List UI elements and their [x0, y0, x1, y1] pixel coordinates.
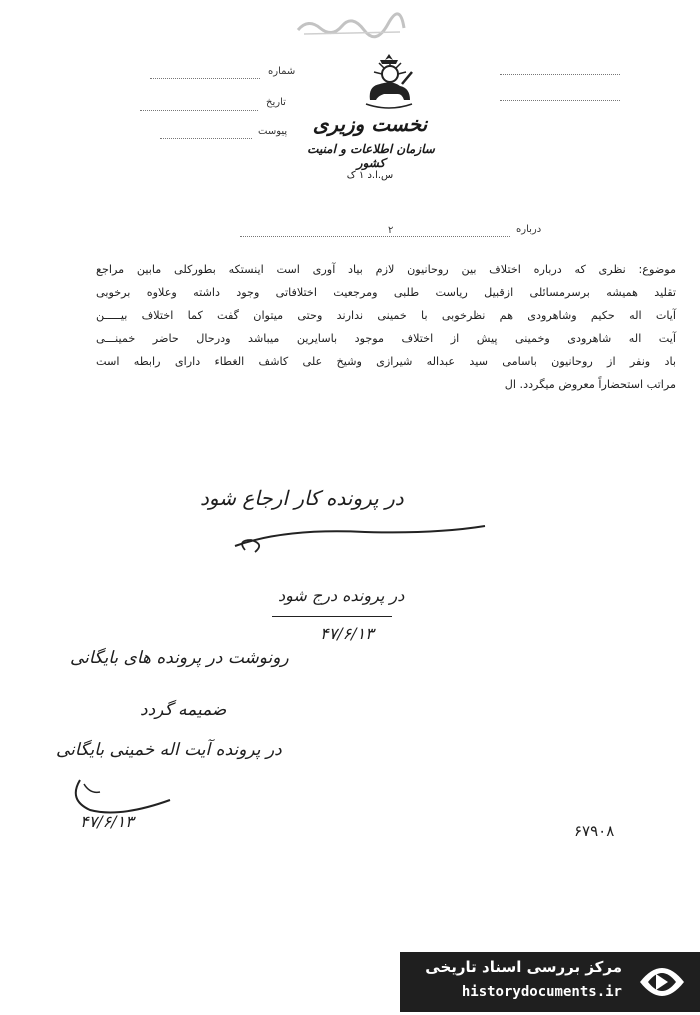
handwritten-note-referral: در پرونده کار ارجاع شود [200, 486, 404, 510]
faded-classification-stamp [290, 12, 410, 40]
reference-code: س.ا.د ۱ ک [346, 170, 394, 181]
body-line: باد ونفر از روحانیون باسامی سید عبداله شیرازی وشیخ علی کاشف الغطاء دارای رابطه است [96, 355, 676, 368]
ministry-name: نخست وزیری [312, 112, 428, 136]
number-field-line [150, 78, 260, 79]
lion-and-sun-emblem-icon [360, 50, 418, 112]
letter-body [96, 258, 676, 396]
handwritten-date-2: ۴۷/۶/۱۳ [80, 812, 134, 831]
body-line: مراتب استحضاراً معروض میگردد. ال [504, 378, 676, 391]
watermark-title: مرکز بررسی اسناد تاریخی [425, 958, 622, 976]
attachment-label: پیوست [258, 126, 288, 137]
watermark-banner [400, 952, 700, 1012]
handwritten-note-copy: رونوشت در پرونده های بایگانی [70, 648, 289, 668]
number-label: شماره [268, 66, 296, 77]
archive-logo-icon [634, 958, 690, 1006]
right-field-line [500, 74, 620, 75]
handwritten-date: ۴۷/۶/۱۳ [320, 624, 374, 643]
date-field-line [140, 110, 258, 111]
body-line: موضوع: نظری که درباره اختلاف بین روحانیون لازم بیاد آوری است اینستکه بطورکلی مابین مراجع [96, 263, 676, 276]
organization-name: سازمان اطلاعات و امنیت کشور [307, 142, 435, 170]
handwritten-note-file: در پرونده درج شود [278, 586, 405, 605]
right-field-line-2 [500, 100, 620, 101]
subject-field-line [240, 236, 510, 237]
attachment-field-line [160, 138, 252, 139]
subject-label: درباره [516, 224, 542, 235]
archive-number: ۶۷۹۰۸ [574, 822, 615, 840]
subject-value: ۲ [388, 225, 394, 236]
body-line: تقلید همیشه برسرمسائلی ازقبیل ریاست طلبی ومرجعیت اختلافاتی وجود داشته وعلاوه برخوبی [96, 286, 676, 299]
handwritten-note-archive: در پرونده آیت اله خمینی بایگانی [56, 740, 282, 760]
body-line: آیات اله حکیم وشاهرودی هم نظرخوبی با خمینی ندارند وحتی میتوان گفت کما اختلاف بیـــــن [96, 309, 676, 322]
handwritten-note-attach: ضمیمه گردد [140, 700, 227, 720]
handwritten-flourish [225, 518, 495, 558]
date-label: تاریخ [266, 97, 286, 108]
body-line: آیت اله شاهرودی وخمینی پیش از اختلاف موجود باسایرین میباشد ودرحال حاضر خمینـــی [96, 332, 676, 345]
watermark-url[interactable]: historydocuments.ir [461, 984, 622, 1000]
note-underline [272, 616, 392, 617]
